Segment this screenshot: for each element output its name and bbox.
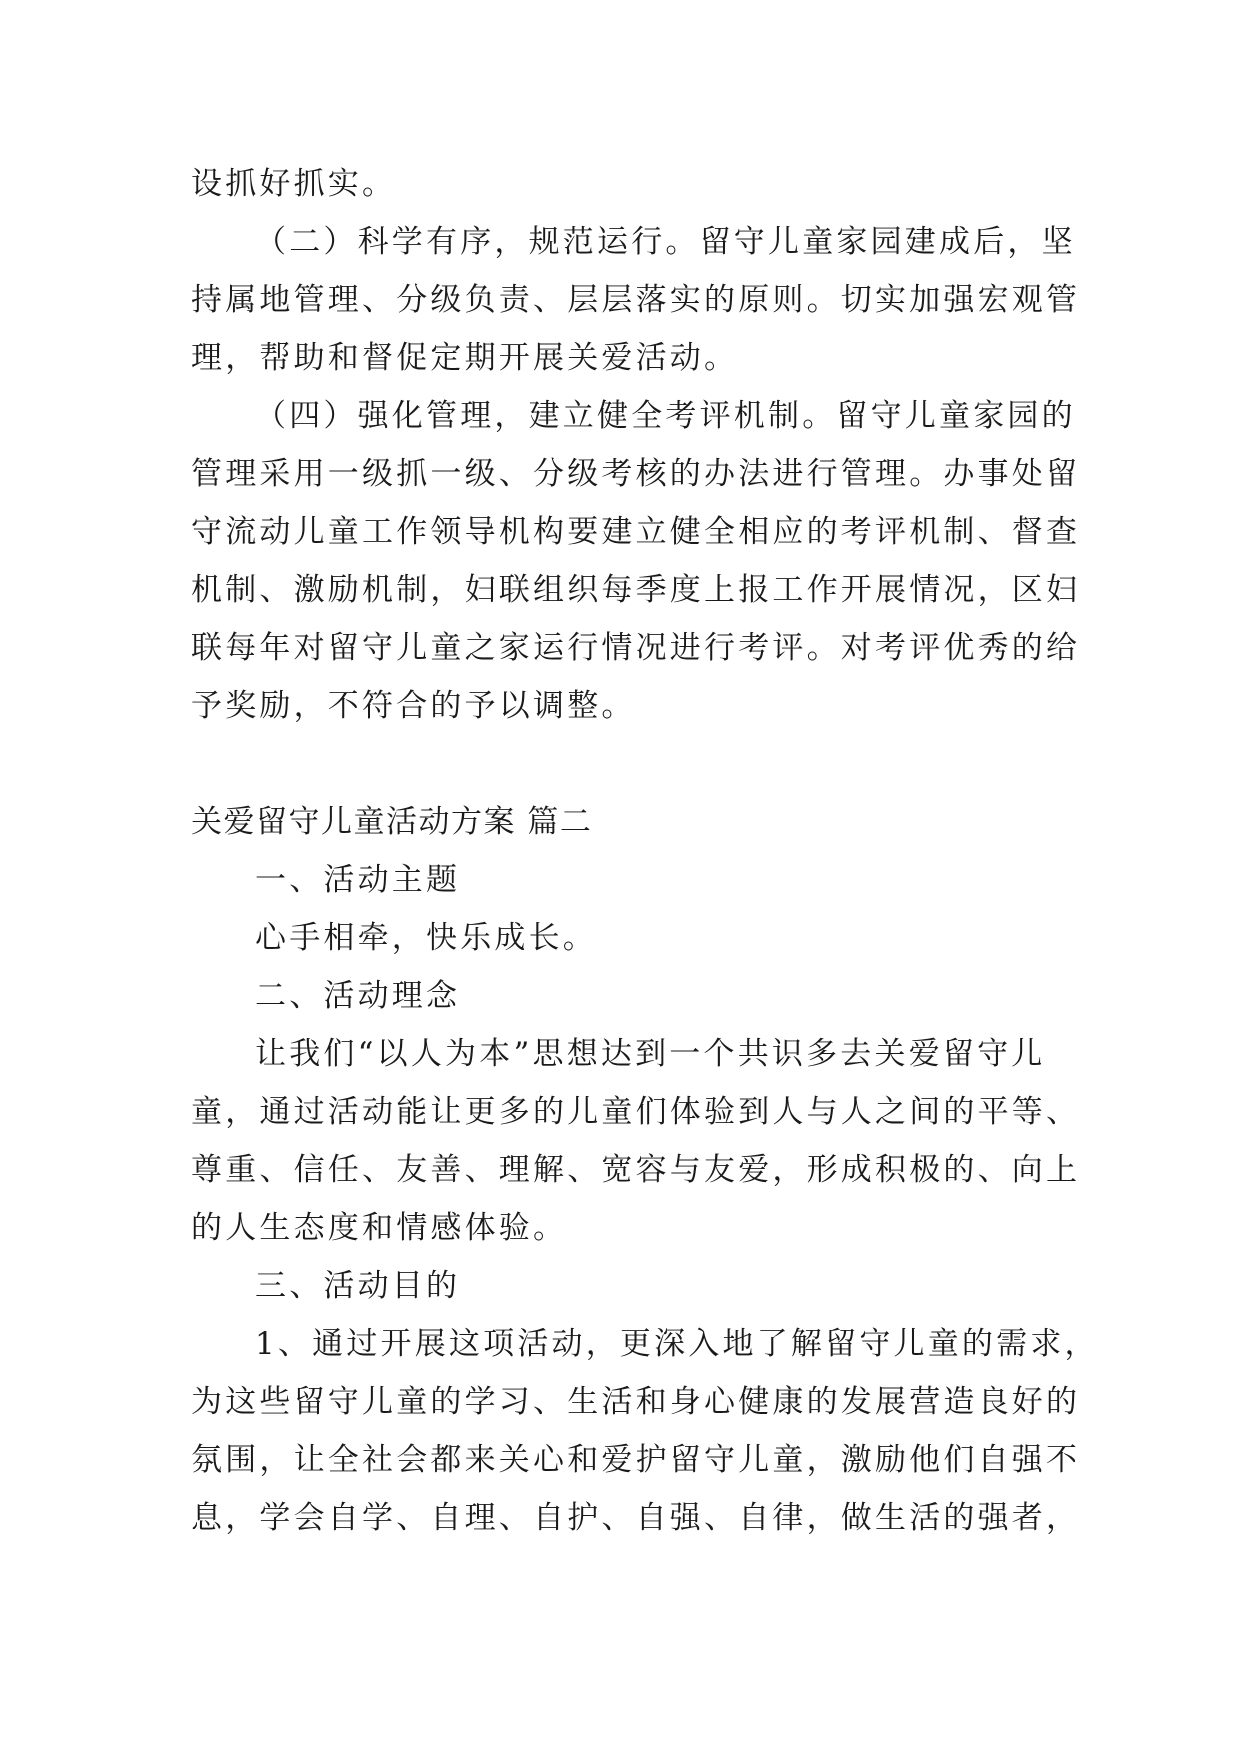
text-line: 氛围，让全社会都来关心和爱护留守儿童，激励他们自强不	[191, 1442, 1081, 1478]
text-line: 童，通过活动能让更多的儿童们体验到人与人之间的平等、	[191, 1094, 1081, 1130]
text-line: 为这些留守儿童的学习、生活和身心健康的发展营造良好的	[191, 1384, 1081, 1420]
text-line: 让我们“以人为本”思想达到一个共识多去关爱留守儿	[255, 1036, 1046, 1072]
document-body	[191, 155, 1099, 1547]
text-line: 理，帮助和督促定期开展关爱活动。	[191, 340, 739, 376]
text-line: 持属地管理、分级负责、层层落实的原则。切实加强宏观管	[191, 282, 1081, 318]
text-line: 管理采用一级抓一级、分级考核的办法进行管理。办事处留	[191, 456, 1081, 492]
text-line: 二、活动理念	[255, 978, 461, 1014]
text-line: （二）科学有序，规范运行。留守儿童家园建成后，坚	[255, 224, 1076, 260]
text-line: 三、活动目的	[255, 1268, 461, 1304]
text-line: 1、通过开展这项活动，更深入地了解留守儿童的需求，	[255, 1326, 1099, 1362]
text-line: 尊重、信任、友善、理解、宽容与友爱，形成积极的、向上	[191, 1152, 1081, 1188]
text-line: 机制、激励机制，妇联组织每季度上报工作开展情况，区妇	[191, 572, 1081, 608]
text-line: 一、活动主题	[255, 862, 461, 898]
text-line: 联每年对留守儿童之家运行情况进行考评。对考评优秀的给	[191, 630, 1081, 666]
text-line: 设抓好抓实。	[191, 166, 397, 202]
text-line: 的人生态度和情感体验。	[191, 1210, 568, 1246]
section-spacer	[191, 735, 1053, 793]
text-line: 息，学会自学、自理、自护、自强、自律，做生活的强者，	[191, 1500, 1081, 1536]
text-line: （四）强化管理，建立健全考评机制。留守儿童家园的	[255, 398, 1076, 434]
section-title: 关爱留守儿童活动方案 篇二	[191, 804, 593, 840]
text-line: 予奖励，不符合的予以调整。	[191, 688, 636, 724]
text-line: 守流动儿童工作领导机构要建立健全相应的考评机制、督查	[191, 514, 1081, 550]
text-line: 心手相牵，快乐成长。	[255, 920, 597, 956]
